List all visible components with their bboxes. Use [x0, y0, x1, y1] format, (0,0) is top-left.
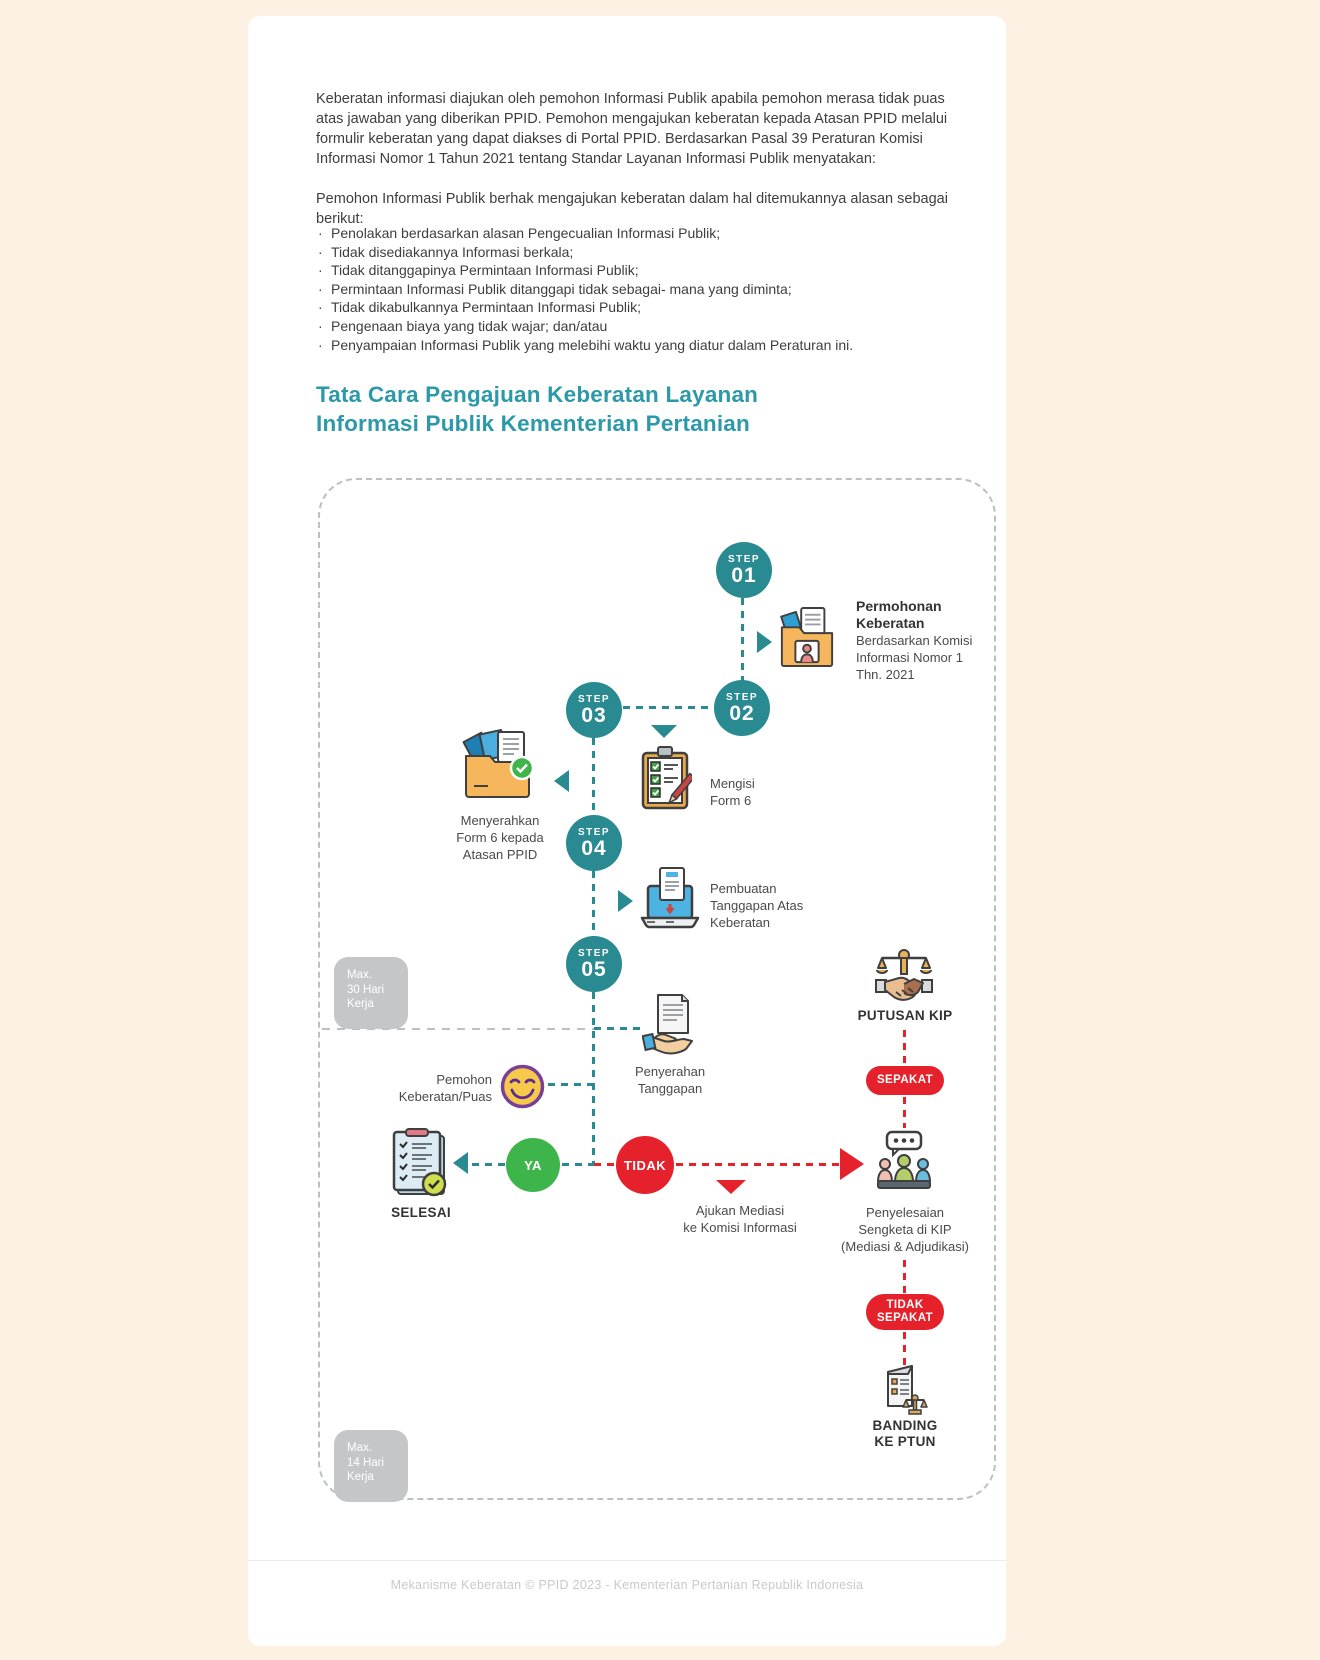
step-number: 02	[729, 702, 755, 725]
label-line: Atasan PPID	[462, 847, 538, 862]
menyerahkan-form-label	[435, 812, 565, 863]
connector-step4-step5	[592, 871, 595, 937]
label-line: 30 Hari	[347, 983, 385, 996]
selesai-label: SELESAI	[391, 1205, 451, 1220]
penyerahan-tanggapan-label	[625, 1063, 715, 1097]
reason-item: · Penyampaian Informasi Publik yang melebihi waktu yang diatur dalam Peraturan ini.	[316, 336, 966, 355]
reason-item: · Permintaan Informasi Publik ditanggapi tidak sebagai- mana yang diminta;	[316, 280, 966, 299]
arrow-down-icon	[651, 725, 677, 738]
smiley-face-icon	[499, 1063, 546, 1115]
step-number: 01	[731, 564, 757, 587]
arrow-right-red-icon	[840, 1148, 864, 1180]
connector-tidak-right	[676, 1163, 840, 1166]
section-title-line2: Informasi Publik Kementerian Pertanian	[316, 411, 750, 436]
connector-step1-step2	[741, 598, 744, 682]
pembuatan-tanggapan-label	[710, 880, 803, 931]
connector-step5-decision	[592, 992, 595, 1164]
label-line: Informasi Nomor 1	[856, 650, 963, 665]
label-line: Permohonan	[856, 598, 942, 614]
label-line: Penyerahan	[634, 1064, 706, 1079]
arrow-right-icon	[757, 631, 772, 653]
step-label: STEP	[727, 554, 761, 565]
reason-item: · Tidak dikabulkannya Permintaan Informasi Publik;	[316, 298, 966, 317]
footer-divider	[248, 1560, 1006, 1561]
label-line: Ajukan Mediasi	[695, 1203, 785, 1218]
label-line: Kerja	[347, 998, 374, 1010]
hand-document-icon	[642, 993, 700, 1060]
label-line: Keberatan	[710, 915, 770, 930]
arrow-left-icon	[554, 770, 569, 792]
label-line: Form 6 kepada	[456, 830, 544, 845]
tidak-decision-node: TIDAK	[616, 1136, 674, 1194]
step-02-badge	[714, 680, 770, 736]
connector-tidaksepakat-banding	[903, 1332, 906, 1366]
pemohon-puas-label	[370, 1071, 492, 1105]
eligibility-paragraph: Pemohon Informasi Publik berhak mengajukan keberatan dalam hal ditemukannya alasan sebagai berikut:	[316, 190, 948, 227]
reason-item: · Tidak ditanggapinya Permintaan Informasi Publik;	[316, 261, 966, 280]
max-14-days-box	[334, 1430, 408, 1502]
connector-step3-step4	[592, 738, 595, 814]
connector-ya-right	[562, 1163, 594, 1166]
label-line: Pemohon	[436, 1072, 492, 1087]
label-line: Sengketa di KIP	[858, 1222, 952, 1237]
label-line: (Mediasi & Adjudikasi)	[841, 1239, 969, 1254]
connector-sepakat-kip	[903, 1097, 906, 1128]
footer-credit: Mekanisme Keberatan © PPID 2023 - Kementerian Pertanian Republik Indonesia	[390, 1578, 864, 1592]
checklist-complete-icon	[386, 1128, 448, 1203]
step-03-badge	[566, 682, 622, 738]
step-label: STEP	[577, 827, 611, 838]
label-line: KE PTUN	[874, 1434, 936, 1449]
step-01-badge	[716, 542, 772, 598]
section-title-line1: Tata Cara Pengajuan Keberatan Layanan	[316, 382, 759, 407]
putusan-kip-label: PUTUSAN KIP	[857, 1008, 953, 1023]
connector-kip-tidaksepakat	[903, 1260, 906, 1294]
label-line: Thn. 2021	[856, 667, 915, 682]
permohonan-keberatan-label	[856, 598, 996, 683]
connector-step2-step3	[623, 706, 713, 709]
appeal-document-scales-icon	[876, 1364, 930, 1421]
reason-item: · Tidak disediakannya Informasi berkala;	[316, 243, 966, 262]
ya-decision-node: YA	[506, 1138, 560, 1192]
tidak-sepakat-badge	[866, 1294, 944, 1330]
reason-item: · Penolakan berdasarkan alasan Pengecualian Informasi Publik;	[316, 224, 966, 243]
content-card	[248, 16, 1006, 1646]
arrow-left-icon	[453, 1152, 468, 1174]
badge-line: SEPAKAT	[876, 1074, 934, 1086]
penyelesaian-sengketa-label	[830, 1204, 980, 1255]
label-line: Penyelesaian	[865, 1205, 945, 1220]
scales-handshake-icon	[874, 948, 934, 1011]
label-line: Tanggapan	[637, 1081, 703, 1096]
label-line: ke Komisi Informasi	[683, 1220, 797, 1235]
step-label: STEP	[577, 694, 611, 705]
label-line: Form 6	[710, 793, 752, 808]
label-line: Max.	[347, 1442, 372, 1454]
mengisi-form-label	[710, 775, 755, 809]
connector-pemohon	[548, 1083, 592, 1086]
sepakat-badge	[866, 1066, 944, 1095]
max-30-days-box	[334, 957, 408, 1029]
label-line: Berdasarkan Komisi	[856, 633, 973, 648]
banding-ptun-label	[840, 1418, 970, 1450]
folder-submit-icon	[458, 728, 542, 809]
folder-id-document-icon	[778, 606, 836, 673]
reason-item: · Pengenaan biaya yang tidak wajar; dan/atau	[316, 317, 966, 336]
arrow-down-red-icon	[716, 1180, 746, 1194]
connector-tidak-left	[594, 1163, 616, 1166]
label-line: Keberatan/Puas	[398, 1089, 492, 1104]
reasons-list	[316, 224, 966, 354]
step-number: 04	[581, 837, 607, 860]
step-label: STEP	[577, 948, 611, 959]
label-line: Mengisi	[710, 776, 755, 791]
label-line: Keberatan	[856, 615, 925, 631]
label-line: Max.	[347, 969, 372, 981]
flowchart-frame	[318, 478, 996, 1500]
label-line: BANDING	[872, 1418, 938, 1433]
label-line: Menyerahkan	[460, 813, 540, 828]
connector-ya-left	[472, 1163, 506, 1166]
step-number: 03	[581, 704, 607, 727]
arrow-right-icon	[618, 890, 633, 912]
badge-line: SEPAKAT	[876, 1312, 934, 1324]
step-label: STEP	[725, 692, 759, 703]
section-title	[316, 380, 758, 438]
label-line: Tanggapan Atas	[710, 898, 804, 913]
label-line: Kerja	[347, 1471, 374, 1483]
intro-paragraph: Keberatan informasi diajukan oleh pemohon Informasi Publik apabila pemohon merasa tidak puas atas jawaban yang diberikan PPID. Pemohon mengajukan keberatan kepada Atasan PPID melalui formulir keberatan yang dapat diakses di Portal PPID. Berdasarkan Pasal 39 Peraturan Komisi Informasi Nomor 1 Tahun 2021 tentang Standar Layanan Informasi Publik menyatakan:	[316, 90, 948, 167]
laptop-document-icon	[638, 866, 702, 937]
mediation-meeting-icon	[874, 1130, 934, 1199]
connector-to-penyerahan	[594, 1027, 644, 1030]
connector-putusan-sepakat	[903, 1030, 906, 1064]
step-number: 05	[581, 958, 607, 981]
step-04-badge	[566, 815, 622, 871]
ajukan-mediasi-label	[670, 1202, 810, 1236]
clipboard-form-icon	[640, 745, 692, 816]
label-line: 14 Hari	[347, 1456, 385, 1469]
step-05-badge	[566, 936, 622, 992]
label-line: Pembuatan	[710, 881, 777, 896]
badge-line: TIDAK	[886, 1299, 924, 1311]
